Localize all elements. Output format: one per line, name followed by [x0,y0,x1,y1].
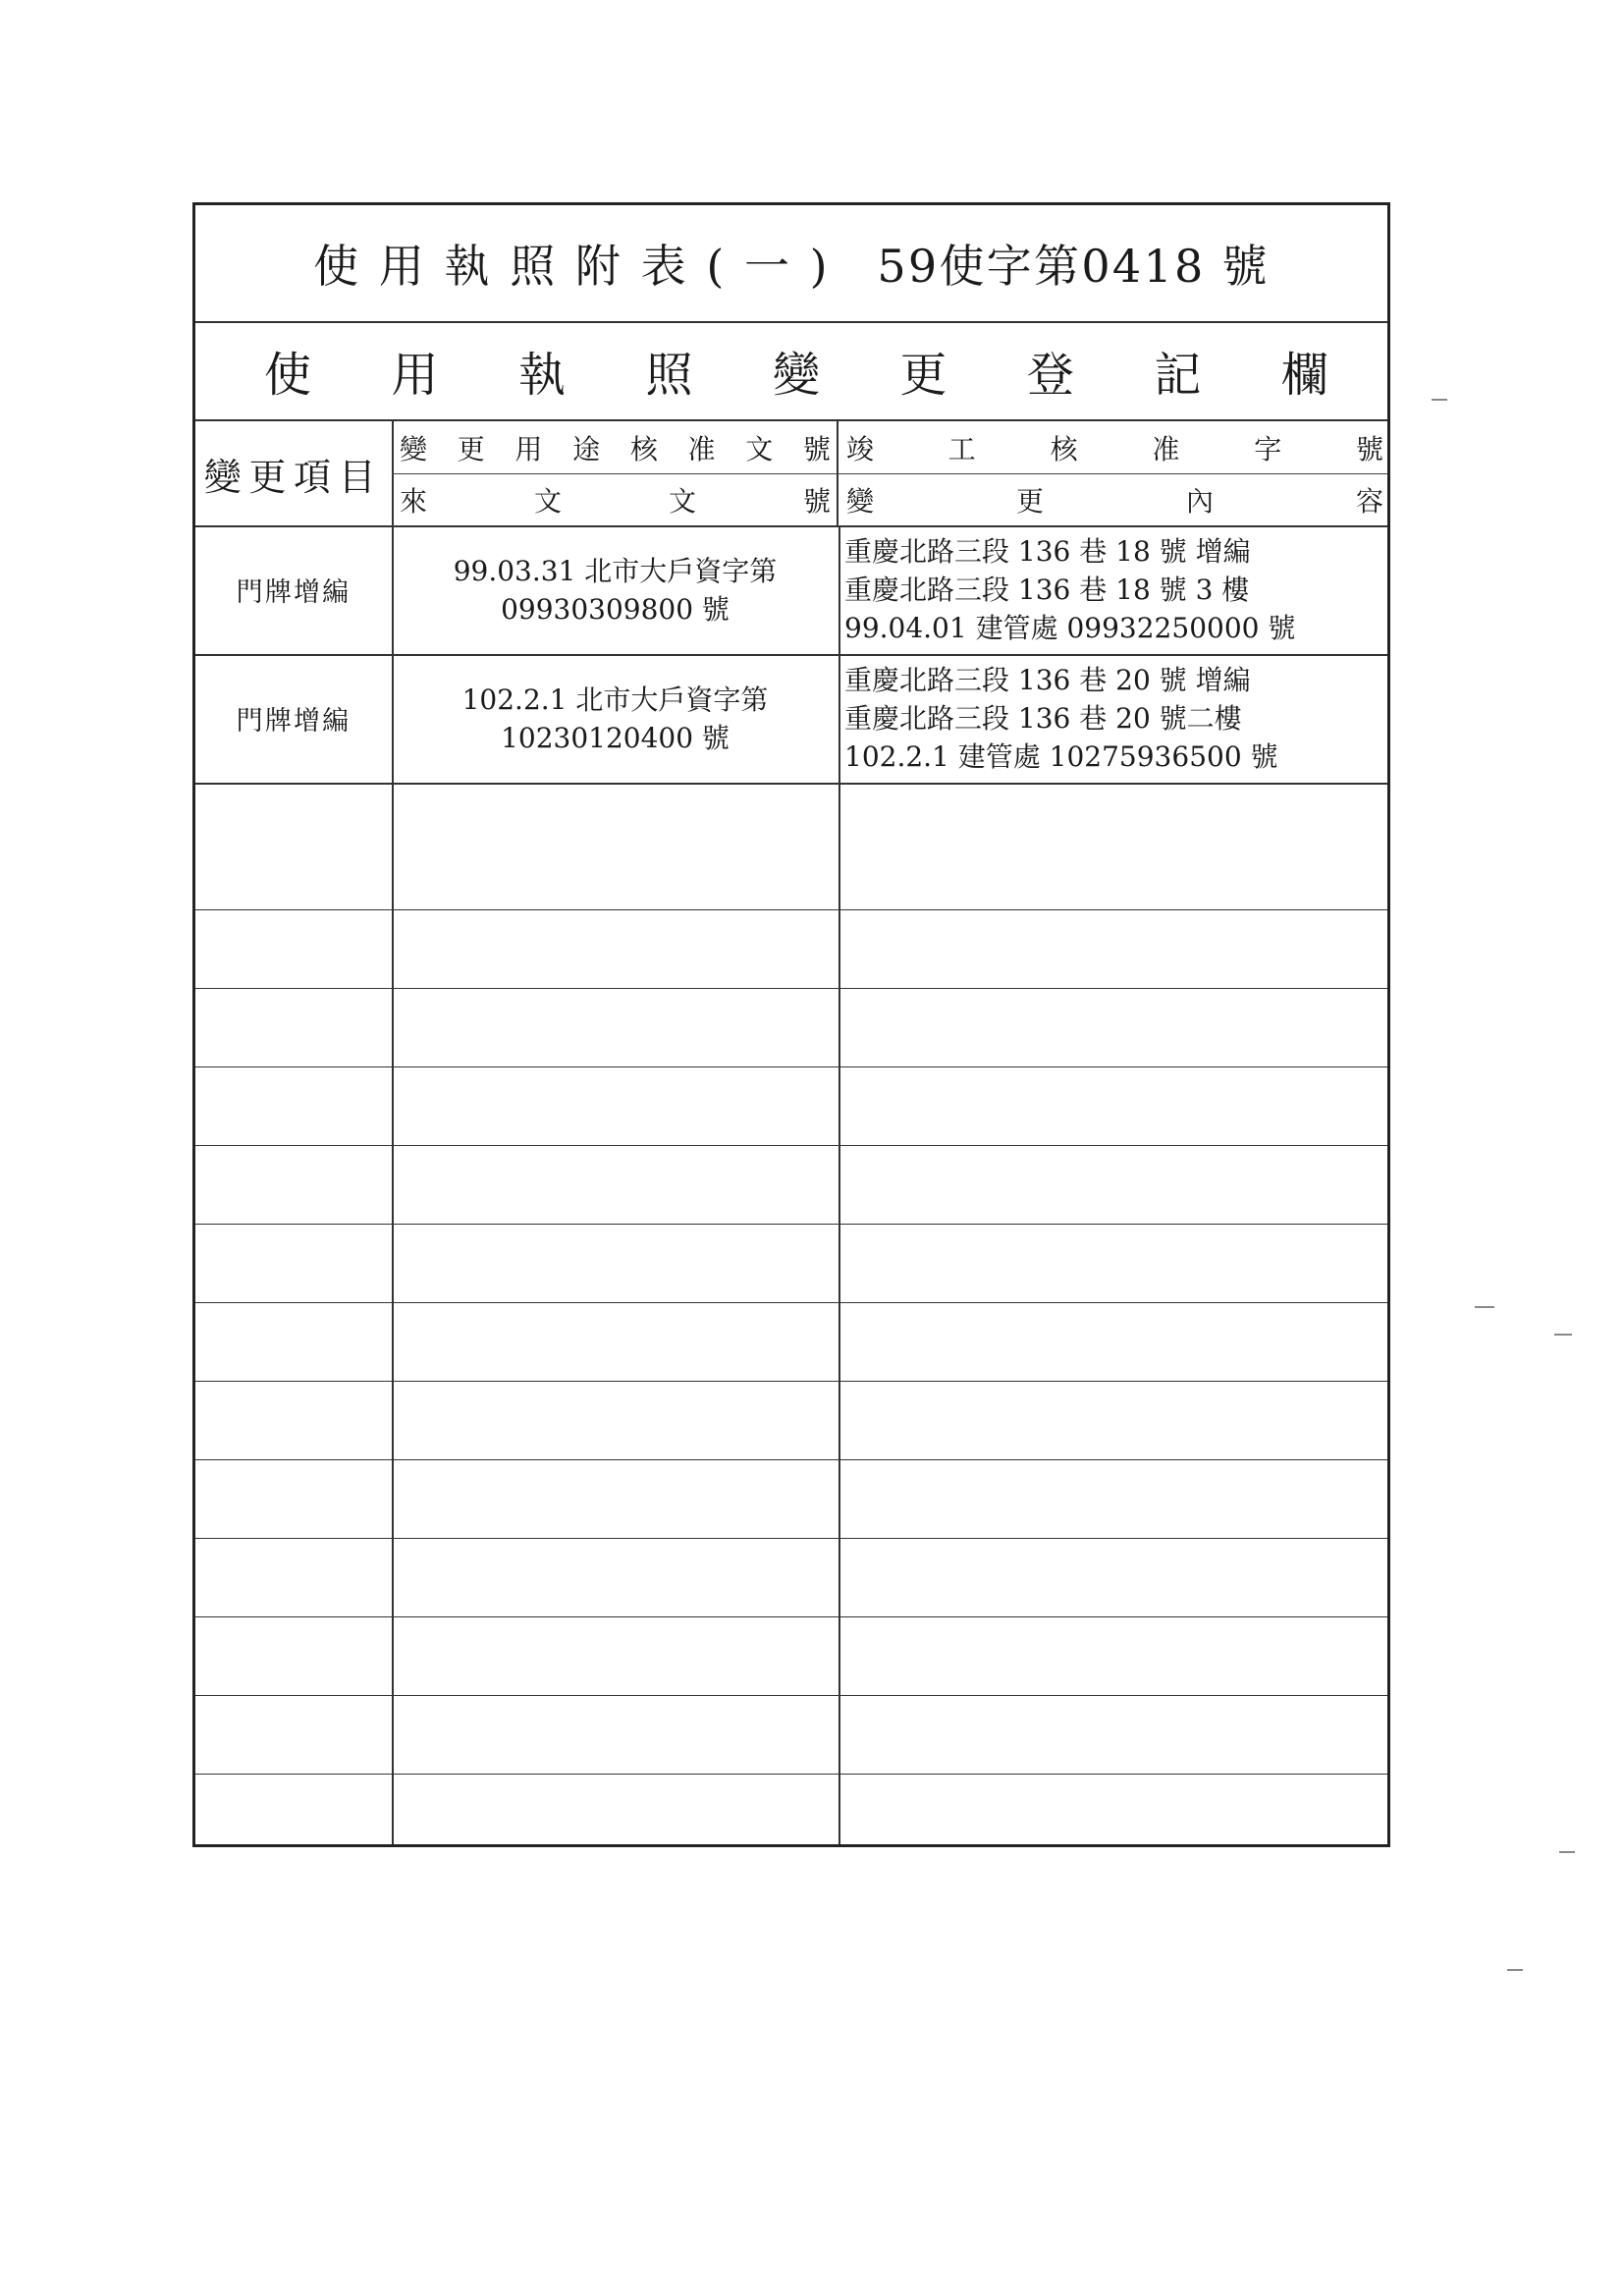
content-line: 99.04.01 建管處 09932250000 號 [844,612,1296,644]
header-char: 字 [1254,432,1282,465]
header-char: 核 [1050,432,1078,465]
empty-row [195,783,1387,910]
header-char: 文 [745,432,774,465]
subtitle-char: 使 [264,347,312,403]
header-char: 工 [947,432,976,465]
row-change-item: 門牌增編 [195,525,394,654]
empty-row [195,988,1387,1067]
empty-row [195,1066,1387,1146]
header-approval-doc [392,421,839,473]
header-incoming-doc [392,473,839,525]
empty-row [195,1538,1387,1617]
header-right-block [392,421,1387,525]
empty-row [195,909,1387,989]
header-char: 用 [514,432,543,465]
header-change-content [839,473,1387,525]
subtitle-char: 登 [1026,347,1074,403]
content-line: 重慶北路三段 136 巷 20 號 增編 [844,664,1251,696]
header-char: 容 [1355,484,1383,518]
header-char: 號 [802,432,831,465]
header-char: 文 [668,484,696,518]
scan-mark [1554,1334,1572,1336]
empty-row [195,1695,1387,1775]
empty-row [195,1774,1387,1844]
row-change-content [839,654,1387,783]
scan-mark [1507,1969,1523,1971]
scan-mark [1432,399,1447,401]
table-row [195,525,1387,656]
row-doc-number [392,654,840,783]
title-text: 使用執照附表(一) [313,240,848,293]
subtitle-char: 記 [1154,347,1202,403]
subtitle-char: 欄 [1280,347,1328,403]
registration-table [192,202,1390,1847]
empty-row [195,1145,1387,1225]
table-subtitle [195,321,1387,421]
header-char: 准 [687,432,716,465]
doc-line: 10230120400 號 [501,721,730,754]
subtitle-char: 變 [772,347,820,403]
header-char: 文 [533,484,562,518]
empty-row [195,1381,1387,1460]
subtitle-char: 照 [645,347,693,403]
empty-row [195,1459,1387,1539]
table-title [195,205,1387,323]
scan-mark [1475,1306,1494,1308]
doc-line: 99.03.31 北市大戶資字第 [453,554,778,587]
header-line-top [392,421,1387,474]
row-change-item: 門牌增編 [195,654,394,783]
license-number: 59使字第0418 號 [877,240,1270,293]
header-char: 號 [1355,432,1383,465]
header-char: 變 [400,432,428,465]
header-char: 變 [846,484,875,518]
column-header-row [195,421,1387,527]
doc-line: 09930309800 號 [501,592,730,626]
row-doc-number [392,525,840,654]
header-char: 更 [1015,484,1044,518]
empty-row [195,1302,1387,1382]
content-line: 102.2.1 建管處 10275936500 號 [844,740,1278,773]
empty-row [195,1616,1387,1696]
header-char: 途 [572,432,601,465]
header-char: 號 [802,484,831,518]
subtitle-char: 執 [517,347,566,403]
header-char: 更 [457,432,485,465]
subtitle-char: 用 [391,347,439,403]
header-char: 來 [400,484,428,518]
header-line-bottom [392,473,1387,525]
content-line: 重慶北路三段 136 巷 18 號 3 樓 [844,574,1250,606]
empty-row [195,1224,1387,1303]
header-char: 准 [1152,432,1180,465]
header-char: 內 [1185,484,1214,518]
header-char: 核 [629,432,658,465]
header-change-item: 變更項目 [195,421,394,525]
row-change-content [839,525,1387,654]
content-line: 重慶北路三段 136 巷 20 號二樓 [844,702,1242,735]
scan-mark [1559,1851,1575,1853]
header-completion-no [839,421,1387,473]
subtitle-char: 更 [899,347,947,403]
content-line: 重慶北路三段 136 巷 18 號 增編 [844,535,1251,568]
header-char: 竣 [846,432,875,465]
doc-line: 102.2.1 北市大戶資字第 [461,683,769,716]
table-row [195,654,1387,785]
